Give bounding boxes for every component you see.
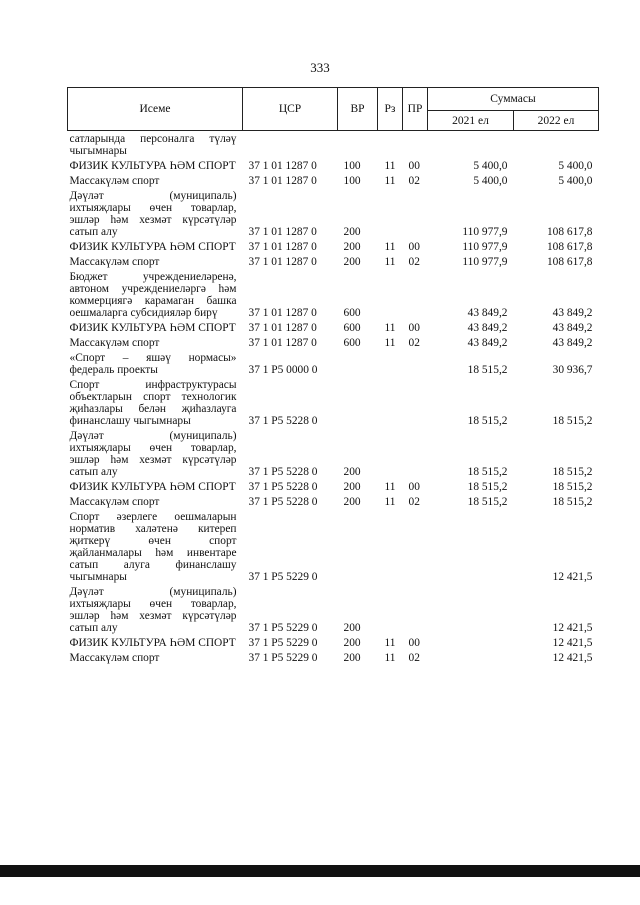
row-rz: 11 (384, 322, 396, 334)
row-csr: 37 1 01 1287 0 (248, 226, 317, 238)
header-vr: ВР (338, 88, 378, 131)
row-sum-2021: 43 849,2 (467, 337, 508, 349)
row-vr: 100 (343, 160, 361, 172)
row-name: сатларында персоналга түләү чыгымнары (69, 133, 237, 157)
table-row (68, 173, 599, 188)
row-vr: 200 (343, 241, 361, 253)
row-pr (403, 377, 428, 428)
row-vr: 200 (343, 622, 361, 634)
row-sum-2022: 18 515,2 (552, 466, 593, 478)
row-csr: 37 1 P5 5229 0 (248, 571, 318, 583)
row-csr: 37 1 01 1287 0 (248, 160, 317, 172)
row-rz (378, 428, 403, 479)
row-pr: 02 (408, 652, 420, 664)
row-sum-2021: 18 515,2 (467, 466, 508, 478)
row-name: Дәүләт (муниципаль) ихтыяҗлары өчен товарлар, эшләр һәм хезмәт күрсәтүләр сатып алу (69, 586, 237, 634)
table-row (68, 269, 599, 320)
row-vr: 200 (343, 496, 361, 508)
row-rz: 11 (384, 175, 396, 187)
row-csr: 37 1 01 1287 0 (248, 337, 317, 349)
row-pr (403, 269, 428, 320)
row-sum-2021: 18 515,2 (467, 481, 508, 493)
table-row (68, 131, 599, 159)
header-pr: ПР (403, 88, 428, 131)
row-rz (378, 584, 403, 635)
row-csr: 37 1 P5 5228 0 (248, 481, 318, 493)
header-name: Исеме (68, 88, 243, 131)
row-rz: 11 (384, 160, 396, 172)
header-year-2021: 2021 ел (428, 111, 514, 131)
row-name: ФИЗИК КУЛЬТУРА ҺӘМ СПОРТ (69, 241, 236, 253)
row-sum-2021: 110 977,9 (462, 256, 508, 268)
row-csr: 37 1 P5 5228 0 (248, 415, 318, 427)
row-pr (403, 188, 428, 239)
row-name: Массакүләм спорт (69, 337, 160, 349)
row-vr: 100 (343, 175, 361, 187)
row-rz (378, 188, 403, 239)
header-sums: Суммасы (428, 88, 599, 111)
row-sum-2022: 12 421,5 (552, 637, 593, 649)
table-row (68, 158, 599, 173)
row-vr: 200 (343, 256, 361, 268)
row-sum-2022: 18 515,2 (552, 481, 593, 493)
row-sum-2021: 43 849,2 (467, 322, 508, 334)
header-rz: Рз (378, 88, 403, 131)
row-csr: 37 1 01 1287 0 (248, 256, 317, 268)
row-sum-2022: 108 617,8 (546, 241, 593, 253)
row-rz: 11 (384, 652, 396, 664)
row-sum-2021: 5 400,0 (473, 175, 508, 187)
table-row (68, 428, 599, 479)
row-csr: 37 1 01 1287 0 (248, 307, 317, 319)
row-name: ФИЗИК КУЛЬТУРА ҺӘМ СПОРТ (69, 637, 236, 649)
row-name: ФИЗИК КУЛЬТУРА ҺӘМ СПОРТ (69, 481, 236, 493)
row-sum-2022: 108 617,8 (546, 256, 593, 268)
row-rz (378, 350, 403, 377)
row-vr (338, 377, 378, 428)
row-name: Массакүләм спорт (69, 496, 160, 508)
row-sum-2021: 110 977,9 (462, 241, 508, 253)
row-vr (338, 350, 378, 377)
row-sum-2022: 12 421,5 (552, 652, 593, 664)
table-row (68, 584, 599, 635)
row-pr: 00 (408, 241, 420, 253)
row-rz: 11 (384, 481, 396, 493)
table-row (68, 254, 599, 269)
row-sum-2022: 5 400,0 (558, 175, 593, 187)
page-number: 333 (310, 60, 330, 75)
row-csr: 37 1 P5 5229 0 (248, 637, 318, 649)
row-sum-2021 (428, 584, 514, 635)
row-pr: 00 (408, 322, 420, 334)
row-rz: 11 (384, 241, 396, 253)
row-vr: 200 (343, 466, 361, 478)
table-row (68, 350, 599, 377)
row-csr (243, 131, 338, 159)
row-sum-2021: 18 515,2 (467, 496, 508, 508)
row-csr: 37 1 01 1287 0 (248, 175, 317, 187)
row-sum-2021 (428, 509, 514, 584)
row-rz: 11 (384, 637, 396, 649)
table-row (68, 377, 599, 428)
row-name: Массакүләм спорт (69, 256, 160, 268)
row-pr (403, 131, 428, 159)
row-csr: 37 1 P5 5228 0 (248, 496, 318, 508)
table-header (68, 88, 599, 131)
row-rz: 11 (384, 337, 396, 349)
row-vr (338, 509, 378, 584)
row-rz (378, 509, 403, 584)
row-sum-2021 (428, 131, 514, 159)
row-pr: 02 (408, 256, 420, 268)
row-sum-2022: 18 515,2 (552, 415, 593, 427)
row-name: Дәүләт (муниципаль) ихтыяҗлары өчен товарлар, эшләр һәм хезмәт күрсәтүләр сатып алу (69, 190, 237, 238)
table-row (68, 494, 599, 509)
row-sum-2021 (428, 650, 514, 665)
row-sum-2022: 12 421,5 (552, 622, 593, 634)
row-name: ФИЗИК КУЛЬТУРА ҺӘМ СПОРТ (69, 160, 236, 172)
row-sum-2022: 5 400,0 (558, 160, 593, 172)
row-pr (403, 428, 428, 479)
row-pr (403, 509, 428, 584)
row-name: Массакүләм спорт (69, 175, 160, 187)
row-pr: 02 (408, 496, 420, 508)
row-sum-2022: 18 515,2 (552, 496, 593, 508)
row-vr: 200 (343, 481, 361, 493)
row-name: Спорт инфраструктурасы объектларын спорт технологик җиһазлары белән җиһазлауга финанслашу чыгымнары (69, 379, 237, 427)
row-name: Дәүләт (муниципаль) ихтыяҗлары өчен товарлар, эшләр һәм хезмәт күрсәтүләр сатып алу (69, 430, 237, 478)
row-rz (378, 131, 403, 159)
row-csr: 37 1 01 1287 0 (248, 322, 317, 334)
table-body (68, 131, 599, 666)
row-vr: 200 (343, 652, 361, 664)
row-sum-2021: 110 977,9 (462, 226, 508, 238)
table-row (68, 635, 599, 650)
row-vr (338, 131, 378, 159)
row-pr (403, 584, 428, 635)
row-csr: 37 1 01 1287 0 (248, 241, 317, 253)
row-pr: 00 (408, 160, 420, 172)
row-sum-2022: 43 849,2 (552, 322, 593, 334)
row-sum-2021: 43 849,2 (467, 307, 508, 319)
row-sum-2022 (514, 131, 599, 159)
row-vr: 600 (343, 322, 361, 334)
row-sum-2022: 12 421,5 (552, 571, 593, 583)
row-name: ФИЗИК КУЛЬТУРА ҺӘМ СПОРТ (69, 322, 236, 334)
row-sum-2022: 108 617,8 (546, 226, 593, 238)
row-pr: 02 (408, 175, 420, 187)
table-row (68, 239, 599, 254)
row-sum-2021: 18 515,2 (467, 415, 508, 427)
row-rz: 11 (384, 256, 396, 268)
row-vr: 600 (343, 337, 361, 349)
table-row (68, 509, 599, 584)
row-name: Бюджет учреждениеләренә, автоном учреждениеләргә һәм коммерциягә карамаган башка оешмаларга субсидияләр бирү (69, 271, 237, 319)
budget-table (67, 87, 599, 665)
header-csr: ЦСР (243, 88, 338, 131)
table-row (68, 320, 599, 335)
row-csr: 37 1 P5 5229 0 (248, 652, 318, 664)
row-pr: 00 (408, 481, 420, 493)
row-sum-2022: 43 849,2 (552, 337, 593, 349)
row-name: Массакүләм спорт (69, 652, 160, 664)
row-name: «Спорт – яшәү нормасы» федераль проекты (69, 352, 237, 376)
row-pr (403, 350, 428, 377)
row-name: Спорт әзерлеге оешмаларын норматив халәтенә китереп җиткерү өчен спорт җайланмалары һәм инвентаре сатып алуга финанслашу чыгымнары (69, 511, 237, 583)
row-rz (378, 269, 403, 320)
row-vr: 200 (343, 226, 361, 238)
row-sum-2022: 30 936,7 (552, 364, 593, 376)
row-pr: 02 (408, 337, 420, 349)
row-rz: 11 (384, 496, 396, 508)
row-sum-2021: 18 515,2 (467, 364, 508, 376)
table-row (68, 650, 599, 665)
row-vr: 200 (343, 637, 361, 649)
row-csr: 37 1 P5 0000 0 (248, 364, 318, 376)
row-rz (378, 377, 403, 428)
header-year-2022: 2022 ел (514, 111, 599, 131)
row-vr: 600 (343, 307, 361, 319)
row-sum-2021: 5 400,0 (473, 160, 508, 172)
row-csr: 37 1 P5 5229 0 (248, 622, 318, 634)
row-sum-2022: 43 849,2 (552, 307, 593, 319)
table-row (68, 479, 599, 494)
row-pr: 00 (408, 637, 420, 649)
table-row (68, 335, 599, 350)
scan-bottom-border (0, 865, 640, 877)
row-sum-2021 (428, 635, 514, 650)
table-row (68, 188, 599, 239)
row-csr: 37 1 P5 5228 0 (248, 466, 318, 478)
